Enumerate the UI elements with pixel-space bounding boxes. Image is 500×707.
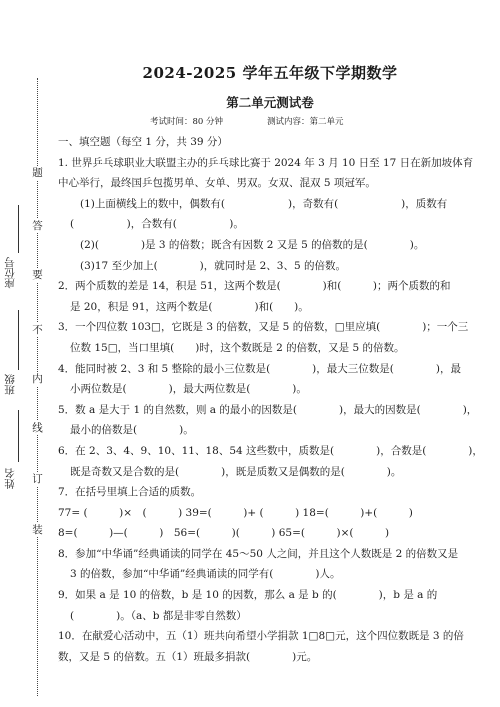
name-line (18, 410, 19, 462)
binding-char: 题 (32, 167, 43, 179)
section-heading: 一、填空题（每空 1 分，共 39 分） (58, 136, 228, 148)
question-line: 8．参加“中华诵”经典诵读的同学在 45～50 人之间，并且这个人数既是 2 的倍数又是 (58, 547, 459, 560)
binding-char: 订 (32, 473, 43, 485)
binding-char: 内 (32, 373, 43, 385)
class-label: 班级 (4, 374, 16, 395)
seat-number-label: 座位号 (4, 257, 16, 289)
question-line: (3)17 至少加上( )，就同时是 2、3、5 的倍数。 (80, 259, 346, 272)
exam-time: 考试时间：80 分钟 (150, 117, 224, 127)
name-label: 姓名 (4, 468, 16, 489)
question-line: 最小的倍数是( )。 (70, 424, 194, 437)
question-line: 8=( )—( ) 56=( )( ) 65=( )×( ) (58, 527, 390, 540)
question-line: 既是奇数又是合数的是( )，既是质数又是偶数的是( )。 (70, 465, 402, 478)
question-line: 4．能同时被 2、3 和 5 整除的最小三位数是( )，最大三位数是( )，最 (58, 362, 461, 375)
question-line: 3 的倍数，参加“中华诵”经典诵读的同学有( )人。 (70, 568, 341, 581)
question-line: 数，又是 5 的倍数。五（1）班最多捐款( )元。 (58, 650, 318, 663)
question-line: 是 20，积是 91，这两个数是( )和( )。 (70, 300, 309, 313)
question-line: 2．两个质数的差是 14，积是 51，这两个数是( )和( )；两个质数的和 (58, 280, 451, 293)
binding-char: 答 (32, 220, 43, 232)
class-line (18, 310, 19, 370)
page-title: 2024-2025 学年五年级下学期数学 (142, 64, 398, 82)
binding-char: 不 (32, 324, 43, 336)
question-line: (2)( )是 3 的倍数；既含有因数 2 又是 5 的倍数的是( )。 (80, 238, 425, 251)
question-line: (1)上面横线上的数中，偶数有( )，奇数有( )，质数有 (80, 197, 448, 210)
question-line: 7．在括号里填上合适的质数。 (58, 486, 202, 499)
question-line: ( )，合数有( )。 (70, 218, 244, 231)
question-line: 77= ( )× ( ) 39=( )+ ( ) 18=( )+( ) (58, 506, 413, 519)
question-line: 位数 15□，当口里填( )时，这个数既是 2 的倍数，又是 5 的倍数。 (70, 341, 405, 354)
exam-content: 测试内容：第二单元 (267, 117, 344, 127)
question-line: 9．如果 a 是 10 的倍数，b 是 10 的因数，那么 a 是 b 的( )，b 是 a 的 (58, 589, 438, 602)
question-line: 小两位数是( )，最大两位数是( )。 (70, 383, 307, 396)
binding-char: 线 (32, 422, 43, 434)
question-line: 6．在 2、3、4、9、10、11、18、54 这些数中，质数是( )，合数是( )， (58, 444, 483, 457)
question-line: 中心举行，最终国乒包揽男单、女单、男双。女双、混双 5 项冠军。 (58, 177, 376, 190)
question-section (58, 132, 483, 667)
binding-char: 要 (32, 269, 43, 281)
seat-number-line (18, 205, 19, 253)
question-line: ( )。（a、b 都是非零自然数） (70, 609, 247, 622)
question-line: 10．在献爱心活动中，五（1）班共向希望小学捐款 1□8□元，这个四位数既是 3 的倍 (58, 630, 464, 643)
page-subtitle: 第二单元测试卷 (226, 95, 314, 110)
question-line: 5．数 a 是大于 1 的自然数，则 a 的最小的因数是( )，最大的因数是( )， (58, 403, 478, 416)
exam-meta (150, 115, 388, 127)
question-line: 3．一个四位数 103□，它既是 3 的倍数，又是 5 的倍数，□里应填( )；一个三 (58, 321, 469, 334)
binding-char: 装 (32, 524, 43, 536)
question-line: 1. 世界乒乓球职业大联盟主办的乒乓球比赛于 2024 年 3 月 10 日至 17 日在新加坡体育 (58, 156, 474, 169)
